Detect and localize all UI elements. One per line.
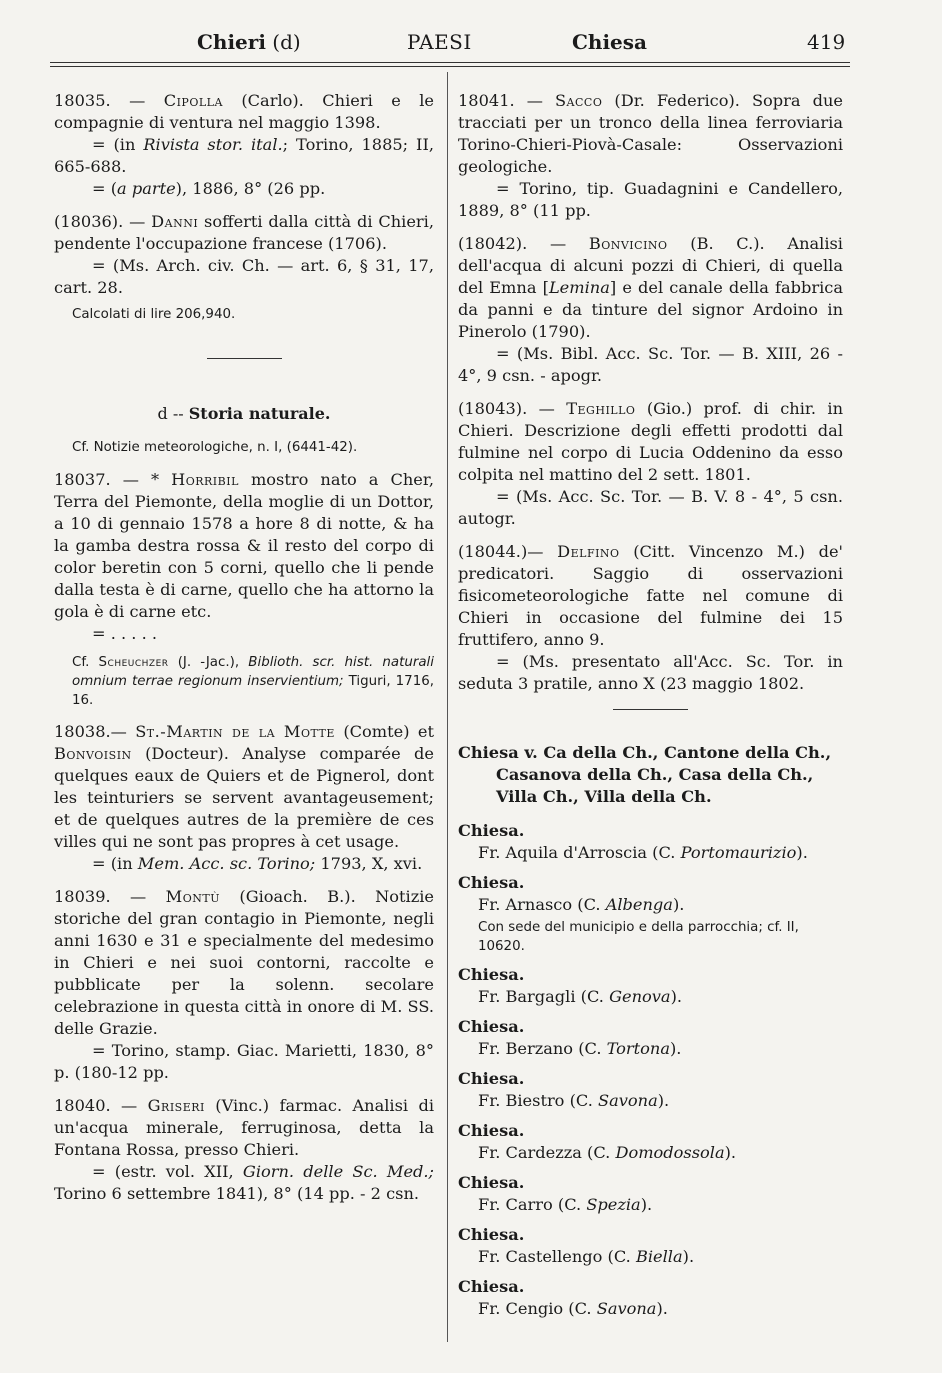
header-right: Chiesa [572, 30, 647, 54]
citation-b: ; Torino, 1885; II, 665-688. [54, 135, 434, 176]
entry-18037 [54, 469, 434, 710]
entry-author: Bonvicino [588, 234, 668, 253]
entry-title-b: ] e del canale della fabbrica da panni e da tinture del signor Ardoino in Pinerolo (1790). [458, 278, 844, 341]
chiesa-head: Chiesa. [458, 1225, 525, 1244]
entry-18043 [458, 398, 843, 530]
frazione-end: ). [657, 1091, 670, 1110]
entry-title: (Gioach. B.). Notizie storiche del gran contagio in Piemonte, negli anni 1630 e 31 e specialmente del medesimo in Chieri e nei suoi contorni, raccolte e pubblicate per la solenn. secolare celebrazione in questa città in onore di M. SS. delle Grazie. [54, 887, 434, 1039]
entry-18035 [54, 90, 434, 200]
chiesa-head: Chiesa. [458, 1069, 525, 1088]
chiesa-head: Chiesa. [458, 873, 525, 892]
citation-a: = (in [92, 135, 136, 154]
citation-journal: Mem. Acc. sc. Torino; [137, 854, 316, 874]
frazione-line [458, 1194, 843, 1216]
entry-author: Teghillo [566, 399, 636, 418]
citation: = Torino, stamp. Giac. Marietti, 1830, 8° p. (180-12 pp. [54, 1041, 434, 1083]
chiesa-head: Chiesa. [458, 965, 525, 984]
entry-title: sofferti dalla città di Chieri, pendente l'occupazione francese (1706). [54, 212, 434, 253]
entry-author: Horribil [171, 470, 239, 490]
section-separator [207, 358, 282, 359]
section-separator [613, 709, 688, 710]
entry-18038 [54, 721, 434, 875]
frazione-end: ). [682, 1247, 695, 1266]
frazione-commune: Domodossola [615, 1143, 725, 1162]
entry-title: (Citt. Vincenzo M.) de' predicatori. Saggio di osservazioni fisicometeorologiche fatte nel comune di Chieri in occasione del fulmine dei 15 fruttifero, anno 9. [458, 542, 843, 649]
citation: = . . . . . [92, 624, 158, 644]
entry-number: (18042). — [458, 234, 567, 253]
frazione-name: Fr. Arnasco (C. [478, 895, 601, 914]
crossref-title: Biblioth. scr. hist. naturali omnium terrae regionum inservientium; [72, 655, 434, 690]
frazione-name: Fr. Castellengo (C. [478, 1247, 631, 1266]
entry-author: Delfino [557, 542, 620, 561]
entry-note: Calcolati di lire 206,940. [72, 307, 236, 322]
entry-number: 18041. — [458, 91, 543, 110]
running-header [52, 28, 852, 58]
citation: = (Ms. Bibl. Acc. Sc. Tor. — B. XIII, 26 - 4°, 9 csn. - apogr. [458, 344, 843, 385]
entry-author-2: Bonvoisin [54, 744, 132, 764]
frazione-commune: Genova [609, 987, 671, 1006]
frazione-name: Fr. Bargagli (C. [478, 987, 604, 1006]
crossref-imprint: Tiguri, 1716, 16. [72, 674, 434, 709]
see-also-line-3: Villa Ch., Villa della Ch. [496, 787, 712, 806]
entry-18044 [458, 541, 843, 695]
frazione-commune: Albenga [605, 895, 673, 914]
entry-number: 18037. — * [54, 470, 160, 490]
citation-italic: a parte [117, 179, 176, 198]
entry-number: 18040. — [54, 1096, 138, 1116]
entry-author: Sacco [554, 91, 603, 110]
entry-author: St.-Martin de la Motte [135, 722, 335, 742]
section-crossref: Cf. Notizie meteorologiche, n. I, (6441-42). [72, 440, 358, 456]
entry-18042 [458, 233, 843, 387]
column-divider [447, 72, 448, 1342]
chiesa-entry-carro [458, 1172, 843, 1216]
entry-title: (Dr. Federico). Sopra due tracciati per un tronco della linea ferroviaria Torino-Chieri-Piovà-Casale: Osservazioni geologiche. [458, 91, 843, 176]
citation-journal: Giorn. delle Sc. Med.; [242, 1162, 434, 1182]
citation-a: = (in [92, 854, 133, 874]
frazione-line [458, 986, 843, 1008]
page-number: 419 [807, 30, 846, 54]
frazione-name: Fr. Biestro (C. [478, 1091, 593, 1110]
frazione-end: ). [656, 1299, 668, 1318]
entry-number: (18036). — [54, 212, 146, 231]
see-also-line-2: Casanova della Ch., Casa della Ch., [496, 765, 814, 784]
chiesa-head: Chiesa. [458, 821, 525, 840]
crossref-initials: (J. -Jac.), [177, 655, 240, 671]
section-prefix: d -- [157, 404, 184, 423]
frazione-line [458, 1142, 843, 1164]
frazione-commune: Tortona [606, 1039, 670, 1058]
frazione-note: Con sede del municipio e della parrocchia; cf. II, 10620. [478, 920, 799, 954]
frazione-end: ). [670, 987, 683, 1006]
header-left: Chieri (d) [197, 30, 301, 54]
chiesa-entry-bargagli [458, 964, 843, 1008]
frazione-commune: Portomaurizio [680, 843, 797, 862]
citation: = (Ms. Arch. civ. Ch. — art. 6, § 31, 17, cart. 28. [54, 256, 434, 297]
citation-a: = ( [92, 179, 118, 198]
entry-18036 [54, 211, 434, 324]
right-column [458, 90, 843, 1328]
frazione-commune: Spezia [586, 1195, 641, 1214]
entry-author: Montù [165, 887, 220, 907]
see-also-line-1: Chiesa v. Ca della Ch., Cantone della Ch., [458, 743, 832, 762]
frazione-commune: Savona [596, 1299, 657, 1318]
frazione-name: Fr. Cengio (C. [478, 1299, 592, 1318]
citation-b: Torino 6 settembre 1841), 8° (14 pp. - 2 csn. [54, 1184, 420, 1204]
entry-author: Griseri [147, 1096, 205, 1116]
citation: = Torino, tip. Guadagnini e Candellero, 1889, 8° (11 pp. [458, 179, 843, 220]
citation-journal: Rivista stor. ital. [143, 135, 283, 154]
entry-title: (Gio.) prof. di chir. in Chieri. Descrizione degli effetti prodotti dal fulmine nel corpo di Lucia Oddenino da esso colpita nel mattino del 2 sett. 1801. [458, 399, 843, 484]
frazione-end: ). [669, 1039, 682, 1058]
entry-number: 18039. — [54, 887, 147, 907]
entry-title-b: (Docteur). Analyse comparée de quelques eaux de Quiers et de Pignerol, dont les teinturiers se servent avantageusement; et de quelques autres de la première de ces villes qui ne sont pas propres à cet usage. [54, 744, 434, 852]
frazione-name: Fr. Carro (C. [478, 1195, 582, 1214]
citation: = (Ms. Acc. Sc. Tor. — B. V. 8 - 4°, 5 csn. autogr. [458, 487, 843, 528]
entry-author: Danni [151, 212, 199, 231]
frazione-line [458, 1038, 843, 1060]
entry-title-italic: Lemina [548, 278, 610, 297]
frazione-line [458, 842, 843, 864]
frazione-name: Fr. Aquila d'Arroscia (C. [478, 843, 676, 862]
chiesa-head: Chiesa. [458, 1277, 525, 1296]
frazione-name: Fr. Berzano (C. [478, 1039, 602, 1058]
entry-number: (18043). — [458, 399, 555, 418]
section-title: Storia naturale. [188, 404, 331, 423]
crossref-cf: Cf. [72, 655, 90, 671]
entry-title: (Vinc.) farmac. Analisi di un'acqua minerale, ferruginosa, detta la Fontana Rossa, presso Chieri. [54, 1096, 434, 1160]
chiesa-entry-cengio [458, 1276, 843, 1320]
header-left-text: (d) [272, 30, 301, 54]
entry-title: mostro nato a Cher, Terra del Piemonte, della moglie di un Dottor, a 10 di gennaio 1578 a hore 8 di notte, & ha la gamba destra rossa & il resto del corpo di color beretin con 5 corni, quello che li pende dalla testa è di carne, quello che ha attorno la gola è di carne etc. [54, 470, 434, 622]
frazione-line [458, 1298, 843, 1320]
entry-crossref [54, 653, 434, 710]
entry-title: (Carlo). Chieri e le compagnie di ventura nel maggio 1398. [54, 91, 434, 132]
frazione-end: ). [724, 1143, 737, 1162]
frazione-end: ). [796, 843, 808, 862]
frazione-name: Fr. Cardezza (C. [478, 1143, 611, 1162]
header-rule-top [50, 62, 850, 63]
crossref-author: Scheuchzer [98, 655, 169, 671]
header-center: PAESI [407, 30, 472, 54]
citation: = (Ms. presentato all'Acc. Sc. Tor. in seduta 3 pratile, anno X (23 maggio 1802. [458, 652, 843, 693]
citation-b: ), 1886, 8° (26 pp. [175, 179, 326, 198]
entry-author: Cipolla [163, 91, 223, 110]
chiesa-head: Chiesa. [458, 1121, 525, 1140]
chiesa-entry-cardezza [458, 1120, 843, 1164]
frazione-line [458, 1090, 843, 1112]
frazione-line [458, 894, 843, 916]
entry-title-a: (Comte) et [343, 722, 434, 742]
chiesa-entry-berzano [458, 1016, 843, 1060]
citation-b: 1793, X, xvi. [320, 854, 423, 874]
chiesa-head: Chiesa. [458, 1017, 525, 1036]
entry-18040 [54, 1095, 434, 1205]
frazione-line [458, 1246, 843, 1268]
frazione-end: ). [640, 1195, 653, 1214]
entry-18041 [458, 90, 843, 222]
chiesa-entry-arnasco [458, 872, 843, 956]
entry-title-a: (B. C.). Analisi dell'acqua di alcuni pozzi di Chieri, di quella del Emna [ [458, 234, 843, 297]
header-rule-bottom [50, 66, 850, 67]
section-heading [54, 403, 434, 425]
left-column [54, 90, 434, 1216]
chiesa-entry-aquila [458, 820, 843, 864]
entry-number: 18035. — [54, 91, 146, 110]
chiesa-entry-biestro [458, 1068, 843, 1112]
chiesa-head: Chiesa. [458, 1173, 525, 1192]
chiesa-entry-castellengo [458, 1224, 843, 1268]
frazione-commune: Savona [598, 1091, 658, 1110]
frazione-end: ). [672, 895, 685, 914]
entry-number: 18038.— [54, 722, 127, 742]
chiesa-see-also [458, 742, 843, 808]
citation-a: = (estr. vol. XII, [92, 1162, 234, 1182]
entry-number: (18044.)— [458, 542, 544, 561]
entry-18039 [54, 886, 434, 1084]
frazione-commune: Biella [635, 1247, 683, 1266]
